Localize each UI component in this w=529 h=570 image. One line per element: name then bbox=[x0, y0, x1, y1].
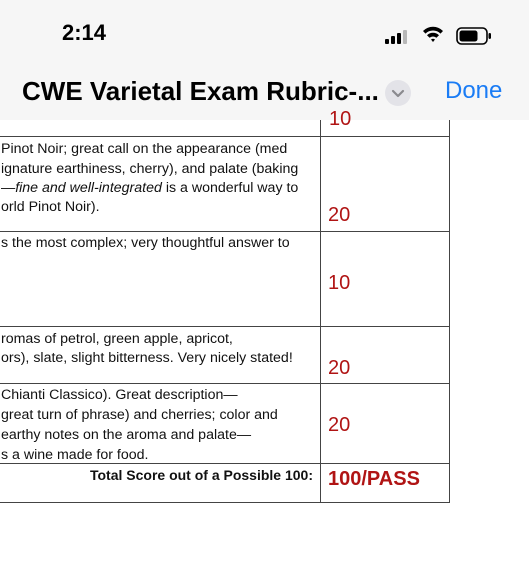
total-score-value: 100/PASS bbox=[328, 468, 420, 490]
document-title[interactable]: CWE Varietal Exam Rubric-... bbox=[22, 76, 379, 106]
score-cell: 20 bbox=[328, 204, 351, 226]
table-col-divider bbox=[320, 120, 321, 502]
rubric-comment-line: s a wine made for food. bbox=[1, 447, 149, 463]
document-page[interactable] bbox=[0, 108, 529, 570]
table-right-border bbox=[449, 120, 450, 502]
rubric-comment-line: orld Pinot Noir). bbox=[1, 199, 100, 215]
rubric-comment-line: romas of petrol, green apple, apricot, bbox=[1, 331, 233, 347]
rubric-comment-line: ignature earthiness, cherry), and palate (baking bbox=[1, 161, 299, 177]
navigation-bar bbox=[0, 60, 529, 120]
rubric-comment-line bbox=[1, 179, 298, 198]
cellular-signal-icon bbox=[385, 28, 413, 44]
rubric-comment-line: ors), slate, slight bitterness. Very nicely stated! bbox=[1, 350, 293, 366]
rubric-comment-line: Chianti Classico). Great description— bbox=[1, 387, 238, 403]
table-row-divider bbox=[0, 231, 450, 232]
total-score-label: Total Score out of a Possible 100: bbox=[89, 467, 313, 483]
title-menu-button[interactable] bbox=[385, 80, 411, 106]
rubric-comment-line: earthy notes on the aroma and palate— bbox=[1, 427, 252, 443]
rubric-comment-line: Pinot Noir; great call on the appearance (med bbox=[1, 141, 288, 157]
status-bar bbox=[0, 0, 529, 60]
table-row-divider bbox=[0, 326, 450, 327]
status-time: 2:14 bbox=[62, 20, 107, 45]
wifi-icon bbox=[422, 25, 444, 43]
table-row-divider bbox=[0, 383, 450, 384]
table-row-divider bbox=[0, 136, 450, 137]
battery-icon bbox=[456, 27, 492, 45]
rubric-comment-dash: — bbox=[1, 180, 16, 196]
done-button[interactable]: Done bbox=[445, 77, 503, 104]
chevron-down-icon bbox=[385, 80, 411, 106]
score-cell: 20 bbox=[328, 414, 351, 436]
table-bottom-border bbox=[0, 502, 450, 503]
score-cell: 20 bbox=[328, 357, 351, 379]
score-cell: 10 bbox=[328, 272, 351, 294]
rubric-comment-line: s the most complex; very thoughtful answer to bbox=[1, 235, 290, 251]
rubric-comment-line: great turn of phrase) and cherries; color and bbox=[1, 407, 278, 423]
rubric-comment-italic: fine and well-integrated bbox=[15, 180, 162, 196]
rubric-comment-tail: is a wonderful way to bbox=[161, 180, 299, 196]
score-cell-top: 10 bbox=[329, 108, 352, 130]
